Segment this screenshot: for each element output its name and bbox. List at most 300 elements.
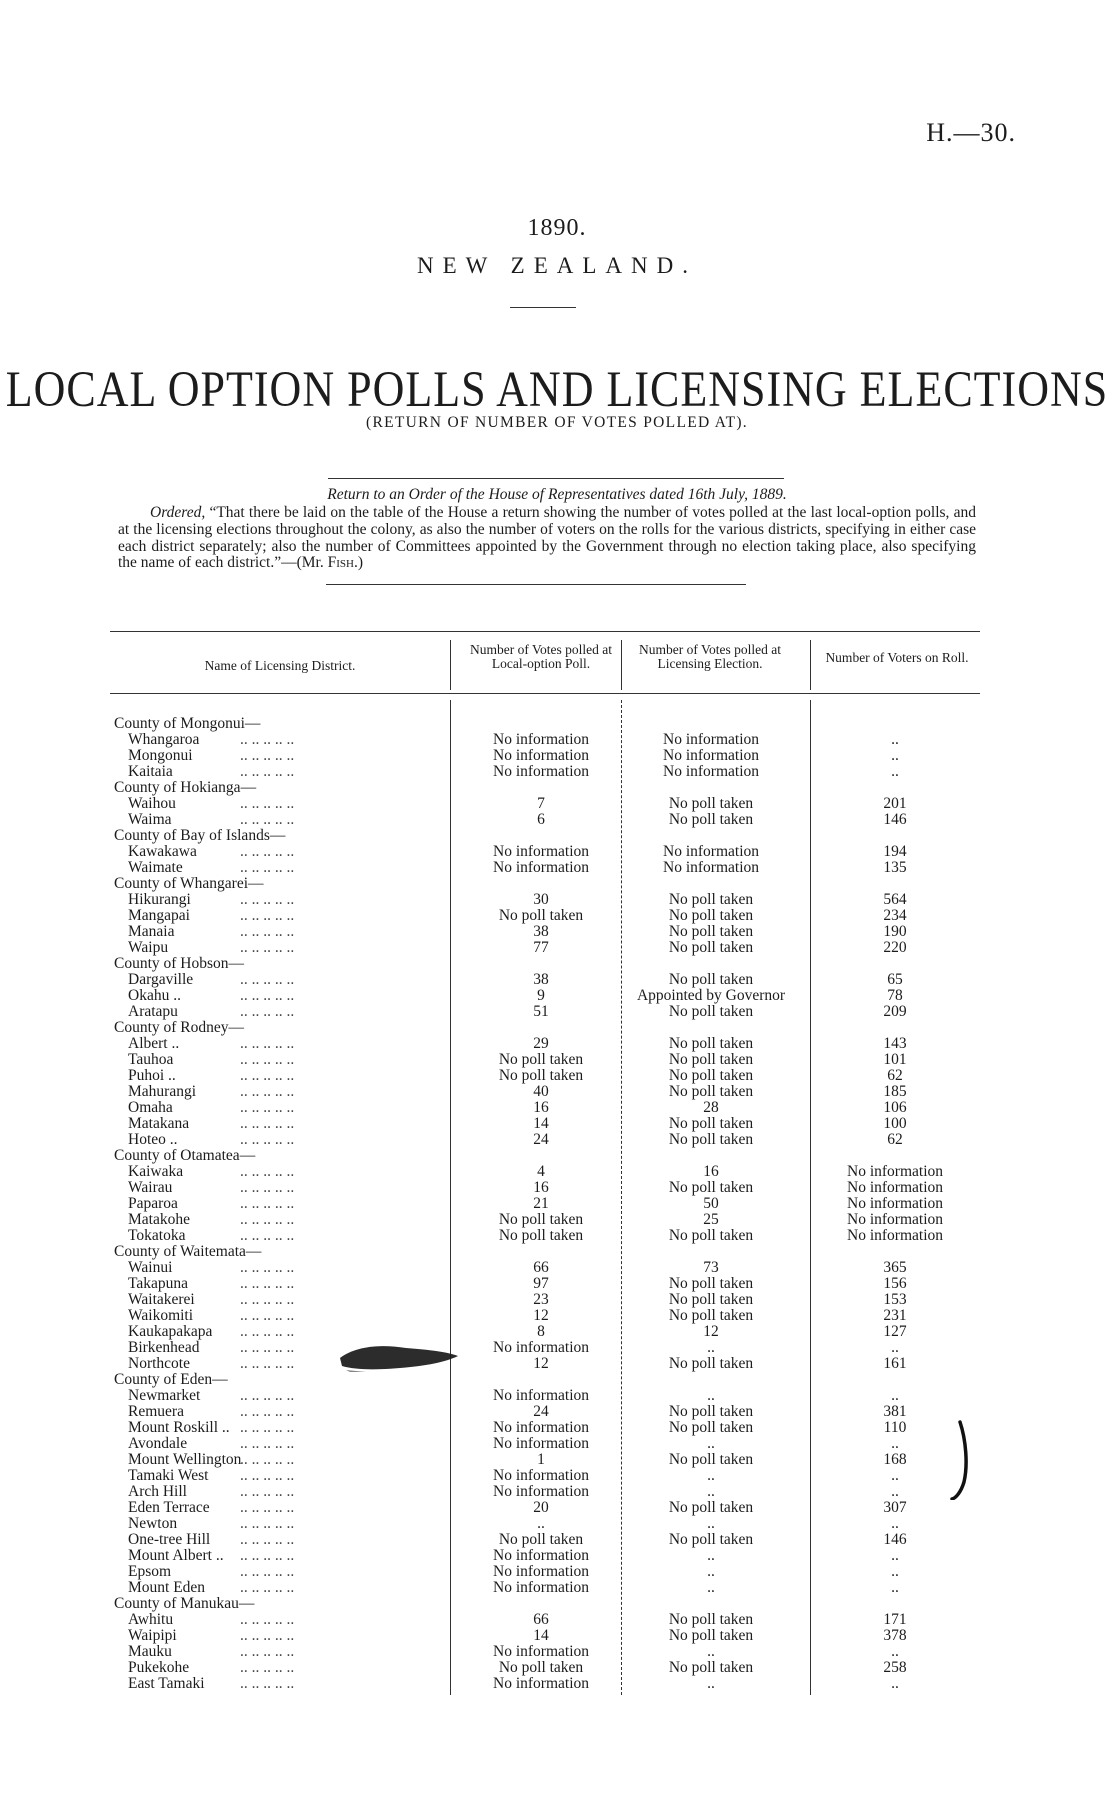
licensing-election-votes: No poll taken: [668, 1291, 754, 1308]
licensing-election-votes: ..: [707, 1387, 715, 1404]
local-option-votes: 16: [533, 1179, 549, 1196]
leader-dots: .. .. .. .. ..: [240, 1179, 295, 1196]
licensing-election-votes: ..: [707, 1643, 715, 1660]
voters-on-roll: No information: [847, 1163, 943, 1180]
leader-dots: .. .. .. .. ..: [240, 859, 295, 876]
table-row: [0, 1132, 1114, 1148]
leader-dots: .. .. .. .. ..: [240, 1403, 295, 1420]
local-option-votes: 16: [533, 1099, 549, 1116]
voters-on-roll: 62: [887, 1131, 903, 1148]
licensing-election-votes: No poll taken: [668, 1131, 754, 1148]
leader-dots: .. .. .. .. ..: [240, 1627, 295, 1644]
voters-on-roll: ..: [891, 1563, 899, 1580]
leader-dots: .. .. .. .. ..: [240, 1387, 295, 1404]
voters-on-roll: 234: [883, 907, 907, 924]
licensing-election-votes: ..: [707, 1675, 715, 1692]
table-row: [0, 1676, 1114, 1692]
local-option-votes: 1: [537, 1451, 545, 1468]
district-name: Newmarket: [128, 1387, 201, 1404]
district-name: Okahu ..: [128, 987, 181, 1004]
table-row: [0, 732, 1114, 748]
county-heading-row: [0, 1244, 1114, 1260]
table-row: [0, 1196, 1114, 1212]
licensing-election-votes: No information: [663, 731, 759, 748]
licensing-election-votes: No poll taken: [668, 1083, 754, 1100]
table-row: [0, 1052, 1114, 1068]
licensing-election-votes: ..: [707, 1435, 715, 1452]
voters-on-roll: ..: [891, 1547, 899, 1564]
local-option-votes: 24: [533, 1403, 549, 1420]
voters-on-roll: No information: [847, 1211, 943, 1228]
local-option-votes: ..: [537, 1515, 545, 1532]
table-row: [0, 1548, 1114, 1564]
district-name: Birkenhead: [128, 1339, 200, 1356]
leader-dots: .. .. .. .. ..: [240, 1083, 295, 1100]
local-option-votes: No information: [493, 1435, 589, 1452]
district-name: One-tree Hill: [128, 1531, 211, 1548]
district-name: Mount Eden: [128, 1579, 206, 1596]
district-name: Kawakawa: [128, 843, 197, 860]
table-row: [0, 1324, 1114, 1340]
leader-dots: .. .. .. .. ..: [240, 1003, 295, 1020]
table-row: [0, 1004, 1114, 1020]
table-row: [0, 1292, 1114, 1308]
district-name: Paparoa: [128, 1195, 178, 1212]
table-row: [0, 1084, 1114, 1100]
licensing-election-votes: ..: [707, 1515, 715, 1532]
leader-dots: .. .. .. .. ..: [240, 1499, 295, 1516]
handwritten-bracket-mark: [946, 1420, 976, 1500]
local-option-votes: 14: [533, 1627, 549, 1644]
district-name: Mangapai: [128, 907, 190, 924]
column-divider-2: [621, 640, 622, 690]
local-option-votes: 14: [533, 1115, 549, 1132]
leader-dots: .. .. .. .. ..: [240, 1451, 295, 1468]
table-row: [0, 1260, 1114, 1276]
county-name: County of Hobson—: [114, 955, 245, 972]
table-row: [0, 796, 1114, 812]
district-name: Takapuna: [128, 1275, 189, 1292]
local-option-votes: No information: [493, 731, 589, 748]
leader-dots: .. .. .. .. ..: [240, 1339, 295, 1356]
leader-dots: .. .. .. .. ..: [240, 1419, 295, 1436]
local-option-votes: 77: [533, 939, 549, 956]
local-option-votes: No information: [493, 1419, 589, 1436]
licensing-election-votes: 73: [703, 1259, 719, 1276]
table-row: [0, 892, 1114, 908]
licensing-election-votes: ..: [707, 1339, 715, 1356]
document-country: NEW ZEALAND.: [416, 253, 698, 278]
district-name: Kaitaia: [128, 763, 173, 780]
table-row: [0, 1212, 1114, 1228]
leader-dots: .. .. .. .. ..: [240, 1643, 295, 1660]
district-name: Mauku: [128, 1643, 172, 1660]
licensing-election-votes: 12: [703, 1323, 719, 1340]
licensing-election-votes: No poll taken: [668, 1355, 754, 1372]
voters-on-roll: 185: [883, 1083, 907, 1100]
district-name: Pukekohe: [128, 1659, 190, 1676]
leader-dots: .. .. .. .. ..: [240, 1675, 295, 1692]
county-name: County of Manukau—: [114, 1595, 255, 1612]
voters-on-roll: 231: [883, 1307, 907, 1324]
licensing-election-votes: No information: [663, 763, 759, 780]
column-header-district: Name of Licensing District.: [204, 658, 356, 673]
divider-upper: [328, 478, 784, 479]
voters-on-roll: 194: [883, 843, 907, 860]
county-heading-row: [0, 1596, 1114, 1612]
licensing-election-votes: No poll taken: [668, 907, 754, 924]
voters-on-roll: 171: [883, 1611, 907, 1628]
local-option-votes: 38: [533, 971, 549, 988]
district-name: Hikurangi: [128, 891, 191, 908]
county-name: County of Rodney—: [114, 1019, 245, 1036]
voters-on-roll: 168: [883, 1451, 907, 1468]
local-option-votes: 9: [537, 987, 545, 1004]
table-row: [0, 1660, 1114, 1676]
local-option-votes: No information: [493, 1547, 589, 1564]
local-option-votes: No information: [493, 747, 589, 764]
table-row: [0, 988, 1114, 1004]
voters-on-roll: 153: [883, 1291, 907, 1308]
leader-dots: .. .. .. .. ..: [240, 1227, 295, 1244]
local-option-votes: No information: [493, 859, 589, 876]
leader-dots: .. .. .. .. ..: [240, 923, 295, 940]
table-row: [0, 860, 1114, 876]
document-year: 1890.: [527, 215, 587, 241]
voters-on-roll: 365: [883, 1259, 907, 1276]
leader-dots: .. .. .. .. ..: [240, 1099, 295, 1116]
table-top-rule: [110, 631, 980, 632]
district-name: Eden Terrace: [128, 1499, 210, 1516]
table-row: [0, 1564, 1114, 1580]
column-header-roll: Number of Voters on Roll.: [825, 650, 969, 665]
county-heading-row: [0, 828, 1114, 844]
voters-on-roll: 143: [883, 1035, 907, 1052]
leader-dots: .. .. .. .. ..: [240, 843, 295, 860]
district-name: Mongonui: [128, 747, 193, 764]
voters-on-roll: 161: [883, 1355, 907, 1372]
table-row: [0, 1036, 1114, 1052]
voters-on-roll: 106: [883, 1099, 907, 1116]
district-name: Tauhoa: [128, 1051, 174, 1068]
licensing-election-votes: ..: [707, 1563, 715, 1580]
district-name: Remuera: [128, 1403, 184, 1420]
district-name: Waima: [128, 811, 172, 828]
licensing-election-votes: No poll taken: [668, 1403, 754, 1420]
district-name: Tokatoka: [128, 1227, 186, 1244]
table-row: [0, 1404, 1114, 1420]
voters-on-roll: 201: [883, 795, 907, 812]
county-heading-row: [0, 1372, 1114, 1388]
district-name: Mahurangi: [128, 1083, 197, 1100]
local-option-votes: 12: [533, 1307, 549, 1324]
district-name: Waipipi: [128, 1627, 177, 1644]
voters-on-roll: ..: [891, 1435, 899, 1452]
voters-on-roll: 564: [883, 891, 907, 908]
voters-on-roll: ..: [891, 1675, 899, 1692]
licensing-election-votes: No poll taken: [668, 1531, 754, 1548]
local-option-votes: No poll taken: [498, 1211, 584, 1228]
district-name: Omaha: [128, 1099, 173, 1116]
county-heading-row: [0, 716, 1114, 732]
leader-dots: .. .. .. .. ..: [240, 1515, 295, 1532]
licensing-election-votes: No information: [663, 843, 759, 860]
licensing-election-votes: No poll taken: [668, 971, 754, 988]
leader-dots: .. .. .. .. ..: [240, 1659, 295, 1676]
voters-on-roll: 307: [883, 1499, 907, 1516]
voters-on-roll: ..: [891, 1515, 899, 1532]
table-row: [0, 1164, 1114, 1180]
voters-on-roll: ..: [891, 747, 899, 764]
local-option-votes: 38: [533, 923, 549, 940]
district-name: Albert ..: [128, 1035, 180, 1052]
district-name: Avondale: [128, 1435, 188, 1452]
licensing-election-votes: No poll taken: [668, 1499, 754, 1516]
voters-on-roll: No information: [847, 1179, 943, 1196]
table-row: [0, 1516, 1114, 1532]
return-order-line: Return to an Order of the House of Representatives dated 16th July, 1889.: [327, 486, 787, 503]
voters-on-roll: ..: [891, 1339, 899, 1356]
table-row: [0, 1580, 1114, 1596]
leader-dots: .. .. .. .. ..: [240, 1547, 295, 1564]
local-option-votes: 30: [533, 891, 549, 908]
leader-dots: .. .. .. .. ..: [240, 1355, 295, 1372]
district-name: Hoteo ..: [128, 1131, 178, 1148]
district-name: Mount Roskill ..: [128, 1419, 230, 1436]
local-option-votes: 66: [533, 1259, 549, 1276]
voters-on-roll: 378: [883, 1627, 907, 1644]
local-option-votes: 40: [533, 1083, 549, 1100]
county-name: County of Bay of Islands—: [114, 827, 286, 844]
county-heading-row: [0, 780, 1114, 796]
table-row: [0, 1228, 1114, 1244]
district-name: Epsom: [128, 1563, 172, 1580]
voters-on-roll: 100: [883, 1115, 907, 1132]
column-header-licensing: Number of Votes polled at Licensing Election.: [639, 642, 781, 671]
leader-dots: .. .. .. .. ..: [240, 1067, 295, 1084]
leader-dots: .. .. .. .. ..: [240, 1211, 295, 1228]
local-option-votes: 4: [537, 1163, 545, 1180]
leader-dots: .. .. .. .. ..: [240, 1035, 295, 1052]
local-option-votes: 23: [533, 1291, 549, 1308]
licensing-election-votes: 28: [703, 1099, 719, 1116]
local-option-votes: No poll taken: [498, 1659, 584, 1676]
table-row: [0, 764, 1114, 780]
leader-dots: .. .. .. .. ..: [240, 1467, 295, 1484]
table-row: [0, 940, 1114, 956]
column-divider-3: [810, 640, 811, 690]
licensing-election-votes: No poll taken: [668, 1275, 754, 1292]
district-name: Dargaville: [128, 971, 194, 988]
licensing-election-votes: 50: [703, 1195, 719, 1212]
district-name: Whangaroa: [128, 731, 200, 748]
district-name: Wainui: [128, 1259, 173, 1276]
voters-on-roll: 381: [883, 1403, 907, 1420]
district-name: Waitakerei: [128, 1291, 195, 1308]
district-name: Arch Hill: [128, 1483, 187, 1500]
district-name: Manaia: [128, 923, 175, 940]
district-name: Waimate: [128, 859, 183, 876]
voters-on-roll: 101: [883, 1051, 907, 1068]
voters-on-roll: 156: [883, 1275, 907, 1292]
order-close: .): [353, 554, 364, 572]
licensing-election-votes: No poll taken: [668, 1051, 754, 1068]
licensing-election-votes: ..: [707, 1579, 715, 1596]
district-name: Kaukapakapa: [128, 1323, 213, 1340]
table-row: [0, 1628, 1114, 1644]
voters-on-roll: ..: [891, 1387, 899, 1404]
voters-on-roll: ..: [891, 1483, 899, 1500]
leader-dots: .. .. .. .. ..: [240, 731, 295, 748]
licensing-election-votes: No poll taken: [668, 1419, 754, 1436]
local-option-votes: 51: [533, 1003, 549, 1020]
leader-dots: .. .. .. .. ..: [240, 907, 295, 924]
voters-on-roll: 209: [883, 1003, 907, 1020]
district-name: Waikomiti: [128, 1307, 194, 1324]
licensing-election-votes: No poll taken: [668, 1451, 754, 1468]
local-option-votes: No information: [493, 763, 589, 780]
leader-dots: .. .. .. .. ..: [240, 1563, 295, 1580]
order-text: “That there be laid on the table of the House a return showing the number of votes polled at the last local-option polls, and at the licensing elections throughout the colony, as also the number of voters on the rolls for the various districts, specifying in either case each district separately; also the number of Committees appointed by the Government through no election taking place, also specifying the name of each district.”—(Mr.: [118, 504, 976, 572]
licensing-election-votes: No poll taken: [668, 1003, 754, 1020]
local-option-votes: 7: [537, 795, 545, 812]
voters-on-roll: ..: [891, 1579, 899, 1596]
leader-dots: .. .. .. .. ..: [240, 1195, 295, 1212]
district-name: Kaiwaka: [128, 1163, 184, 1180]
district-name: Tamaki West: [128, 1467, 209, 1484]
local-option-votes: No information: [493, 1483, 589, 1500]
local-option-votes: No information: [493, 1675, 589, 1692]
table-row: [0, 1612, 1114, 1628]
voters-on-roll: No information: [847, 1227, 943, 1244]
local-option-votes: 66: [533, 1611, 549, 1628]
table-row: [0, 844, 1114, 860]
leader-dots: .. .. .. .. ..: [240, 795, 295, 812]
district-name: Matakana: [128, 1115, 190, 1132]
table-row: [0, 1644, 1114, 1660]
table-row: [0, 1116, 1114, 1132]
leader-dots: .. .. .. .. ..: [240, 1275, 295, 1292]
licensing-election-votes: 25: [703, 1211, 719, 1228]
licensing-election-votes: Appointed by Governor: [636, 987, 786, 1004]
voters-on-roll: 65: [887, 971, 903, 988]
county-heading-row: [0, 876, 1114, 892]
voters-on-roll: 110: [883, 1419, 907, 1436]
voters-on-roll: ..: [891, 731, 899, 748]
licensing-election-votes: ..: [707, 1467, 715, 1484]
local-option-votes: No information: [493, 1563, 589, 1580]
licensing-election-votes: No poll taken: [668, 891, 754, 908]
licensing-election-votes: No poll taken: [668, 811, 754, 828]
voters-on-roll: 135: [883, 859, 907, 876]
voters-on-roll: ..: [891, 1643, 899, 1660]
leader-dots: .. .. .. .. ..: [240, 763, 295, 780]
ink-smudge: [336, 1340, 461, 1372]
local-option-votes: No information: [493, 1387, 589, 1404]
table-row: [0, 1388, 1114, 1404]
local-option-votes: No information: [493, 1579, 589, 1596]
leader-dots: .. .. .. .. ..: [240, 1163, 295, 1180]
licensing-election-votes: ..: [707, 1547, 715, 1564]
licensing-election-votes: No poll taken: [668, 1067, 754, 1084]
leader-dots: .. .. .. .. ..: [240, 1291, 295, 1308]
local-option-votes: No poll taken: [498, 1531, 584, 1548]
leader-dots: .. .. .. .. ..: [240, 939, 295, 956]
licensing-election-votes: No poll taken: [668, 1307, 754, 1324]
local-option-votes: 97: [533, 1275, 549, 1292]
column-divider-1: [450, 640, 451, 690]
voters-on-roll: ..: [891, 1467, 899, 1484]
order-lead: Ordered,: [150, 504, 206, 521]
county-heading-row: [0, 1020, 1114, 1036]
county-name: County of Waitemata—: [114, 1243, 262, 1260]
page-subtitle: (RETURN OF NUMBER OF VOTES POLLED AT).: [366, 414, 748, 431]
voters-on-roll: 190: [883, 923, 907, 940]
county-name: County of Mongonui—: [114, 715, 261, 732]
voters-on-roll: No information: [847, 1195, 943, 1212]
licensing-election-votes: No poll taken: [668, 1659, 754, 1676]
district-name: Mount Wellington: [128, 1451, 242, 1468]
leader-dots: .. .. .. .. ..: [240, 1435, 295, 1452]
licensing-election-votes: No poll taken: [668, 1115, 754, 1132]
leader-dots: .. .. .. .. ..: [240, 1579, 295, 1596]
leader-dots: .. .. .. .. ..: [240, 1307, 295, 1324]
leader-dots: .. .. .. .. ..: [240, 1259, 295, 1276]
licensing-election-votes: No poll taken: [668, 1627, 754, 1644]
licensing-election-votes: No poll taken: [668, 939, 754, 956]
local-option-votes: No poll taken: [498, 1227, 584, 1244]
table-row: [0, 1532, 1114, 1548]
local-option-votes: 6: [537, 811, 545, 828]
district-name: Puhoi ..: [128, 1067, 176, 1084]
district-name: East Tamaki: [128, 1675, 205, 1692]
table-row: [0, 812, 1114, 828]
county-name: County of Whangarei—: [114, 875, 264, 892]
local-option-votes: No poll taken: [498, 1051, 584, 1068]
table-row: [0, 1180, 1114, 1196]
district-name: Waihou: [128, 795, 176, 812]
column-header-local-option: Number of Votes polled at Local-option Poll.: [470, 642, 612, 671]
table-row: [0, 972, 1114, 988]
leader-dots: .. .. .. .. ..: [240, 1531, 295, 1548]
divider-short: [510, 307, 576, 308]
local-option-votes: 29: [533, 1035, 549, 1052]
leader-dots: .. .. .. .. ..: [240, 1483, 295, 1500]
local-option-votes: 24: [533, 1131, 549, 1148]
table-row: [0, 908, 1114, 924]
table-row: [0, 1340, 1114, 1356]
voters-on-roll: 220: [883, 939, 907, 956]
voters-on-roll: 146: [883, 811, 907, 828]
licensing-election-votes: No poll taken: [668, 1035, 754, 1052]
local-option-votes: No poll taken: [498, 907, 584, 924]
district-name: Wairau: [128, 1179, 173, 1196]
local-option-votes: 12: [533, 1355, 549, 1372]
district-name: Mount Albert ..: [128, 1547, 224, 1564]
leader-dots: .. .. .. .. ..: [240, 971, 295, 988]
voters-on-roll: 146: [883, 1531, 907, 1548]
table-row: [0, 1356, 1114, 1372]
page-title: LOCAL OPTION POLLS AND LICENSING ELECTIONS: [5, 361, 1109, 418]
table-row: [0, 924, 1114, 940]
table-row: [0, 748, 1114, 764]
county-heading-row: [0, 1148, 1114, 1164]
county-name: County of Otamatea—: [114, 1147, 256, 1164]
licensing-election-votes: 16: [703, 1163, 719, 1180]
table-row: [0, 1308, 1114, 1324]
district-name: Awhitu: [128, 1611, 174, 1628]
voters-on-roll: 78: [887, 987, 903, 1004]
